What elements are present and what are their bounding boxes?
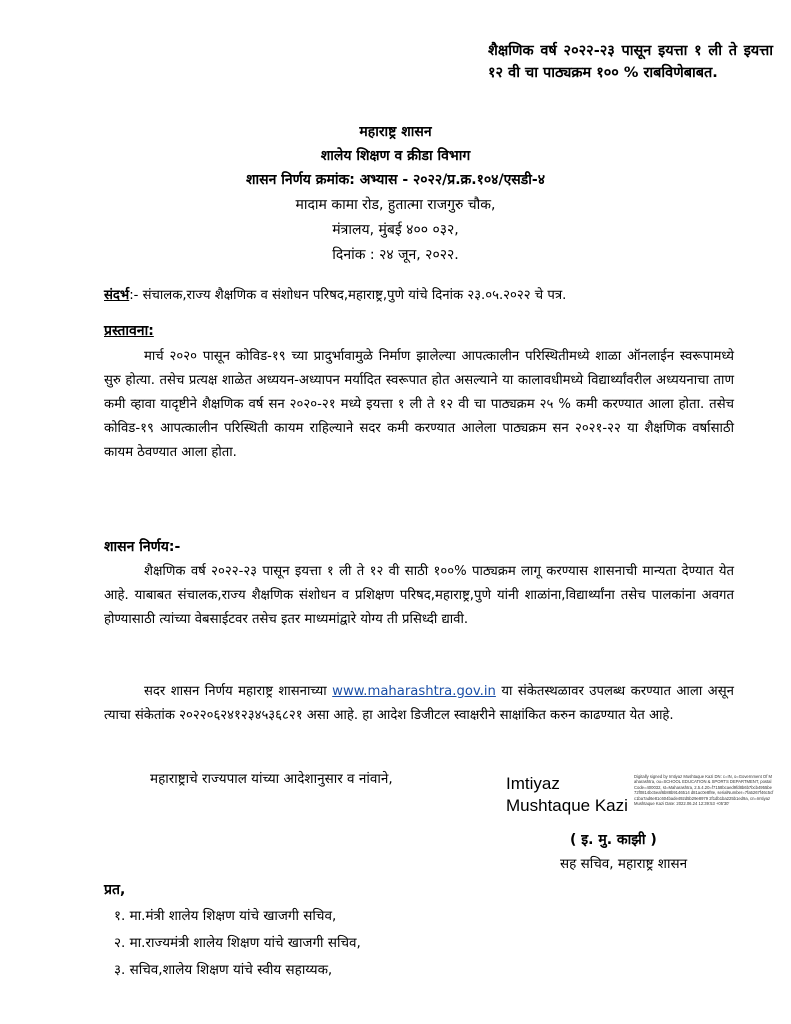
copy-to-title: प्रत,	[104, 882, 126, 898]
document-date: दिनांक : २४ जून, २०२२.	[332, 247, 459, 263]
signature-name-line2: Mushtaque Kazi	[506, 796, 628, 815]
reference-line	[104, 284, 734, 308]
decision-paragraph-2	[104, 680, 734, 728]
copy-to-item: १. मा.मंत्री शालेय शिक्षण यांचे खाजगी सचिव,	[114, 908, 337, 924]
reference-label: संदर्भ	[104, 288, 130, 303]
decision-p2-after: या संकेतस्थळावर उपलब्ध करण्यात आला असून त्याचा संकेतांक २०२२०६२४१२३४५३६८२१ असा आहे. हा आदेश डिजीटल स्वाक्षरीने साक्षांकित करुन काढण्यात येत आहे.	[104, 684, 734, 723]
preamble-title: प्रस्तावना:	[104, 323, 154, 339]
signatory-designation: सह सचिव, महाराष्ट्र शासन	[560, 856, 688, 872]
signatory-initials: ( इ. मु. काझी )	[570, 832, 657, 848]
copy-to-item: ३. सचिव,शालेय शिक्षण यांचे स्वीय सहाय्यक,	[114, 962, 333, 978]
address-line2: मंत्रालय, मुंबई ४०० ०३२,	[332, 222, 459, 238]
copy-to-item: २. मा.राज्यमंत्री शालेय शिक्षण यांचे खाजगी सचिव,	[114, 935, 361, 951]
department-name: शालेय शिक्षण व क्रीडा विभाग	[320, 148, 471, 164]
decision-p2-before: सदर शासन निर्णय महाराष्ट्र शासनाच्या	[144, 684, 327, 699]
gr-number: शासन निर्णय क्रमांक: अभ्यास - २०२२/प्र.क्र.१०४/एसडी-४	[246, 172, 545, 188]
preamble-text: मार्च २०२० पासून कोविड-१९ च्या प्रादुर्भावामुळे निर्माण झालेल्या आपत्कालीन परिस्थितीमध्ये शाळा ऑनलाईन स्वरूपामध्ये सुरु होत्या. तसेच प्रत्यक्ष शाळेत अध्ययन-अध्यापन मर्यादित स्वरूपात होत असल्याने या कालावधीमध्ये विद्यार्थ्यांवरील अध्ययनाचा ताण कमी व्हावा यादृष्टीने शैक्षणिक वर्ष सन २०२०-२१ मध्ये इयत्ता १ ली ते १२ वी चा पाठ्यक्रम २५ % कमी करण्यात आला होता. तसेच कोविड-१९ आपत्कालीन परिस्थिती कायम राहिल्याने सदर कमी करण्यात आलेला पाठ्यक्रम सन २०२१-२२ या शैक्षणिक वर्षासाठी कायम ठेवण्यात आला होता.	[104, 349, 734, 460]
decision-paragraph-1: शैक्षणिक वर्ष २०२२-२३ पासून इयत्ता १ ली ते १२ वी साठी १००% पाठ्यक्रम लागू करण्यास शासनाची मान्यता देण्यात येत आहे. याबाबत संचालक,राज्य शैक्षणिक संशोधन व प्रशिक्षण परिषद,महाराष्ट्र,पुणे यांनी शाळांना,विद्यार्थ्यांना तसेच पालकांना अवगत होण्यासाठी त्यांच्या वेबसाईटवर तसेच इतर माध्यमांद्वारे योग्य ती प्रसिध्दी द्यावी.	[104, 564, 734, 627]
reference-text: :- संचालक,राज्य शैक्षणिक व संशोधन परिषद,महाराष्ट्र,पुणे यांचे दिनांक २३.०५.२०२२ चे पत्र.	[129, 288, 567, 303]
document-subject: शैक्षणिक वर्ष २०२२-२३ पासून इयत्ता १ ली ते इयत्ता १२ वी चा पाठ्यक्रम १०० % राबविणेबाबत.	[488, 43, 773, 81]
order-line: महाराष्ट्राचे राज्यपाल यांच्या आदेशानुसार व नांवाने,	[150, 771, 393, 787]
digital-signature-details: Digitally signed by Imtiyaz Mushtaque Kazi DN: c=IN, o=Government Of Maharashtra, ou=SCHOOL EDUCATION & SPORTS DEPARTMENT, postalCode=400032, st=Maharashtra, 2.5.4.20=f7158bcaed9fd8b6b7bcb4955be72f0814bc5eaf6b88b9146514 d81ac0e8f8e, serialNumber=7fa5267f46c5cfc1ba7ad6e81c604bade492d5b29e8979 2f1db1ba225b1ed9a, cn=Imtiyaz Mushtaque Kazi Date: 2022.06.24 12:39:53 +05'30'	[634, 774, 774, 807]
signature-name-line1: Imtiyaz	[506, 774, 560, 793]
website-link[interactable]: www.maharashtra.gov.in	[332, 684, 496, 699]
decision-title: शासन निर्णय:-	[104, 539, 181, 555]
digital-signature-name	[506, 773, 628, 817]
government-name: महाराष्ट्र शासन	[359, 124, 432, 140]
address-line1: मादाम कामा रोड, हुतात्मा राजगुरु चौक,	[295, 197, 496, 213]
